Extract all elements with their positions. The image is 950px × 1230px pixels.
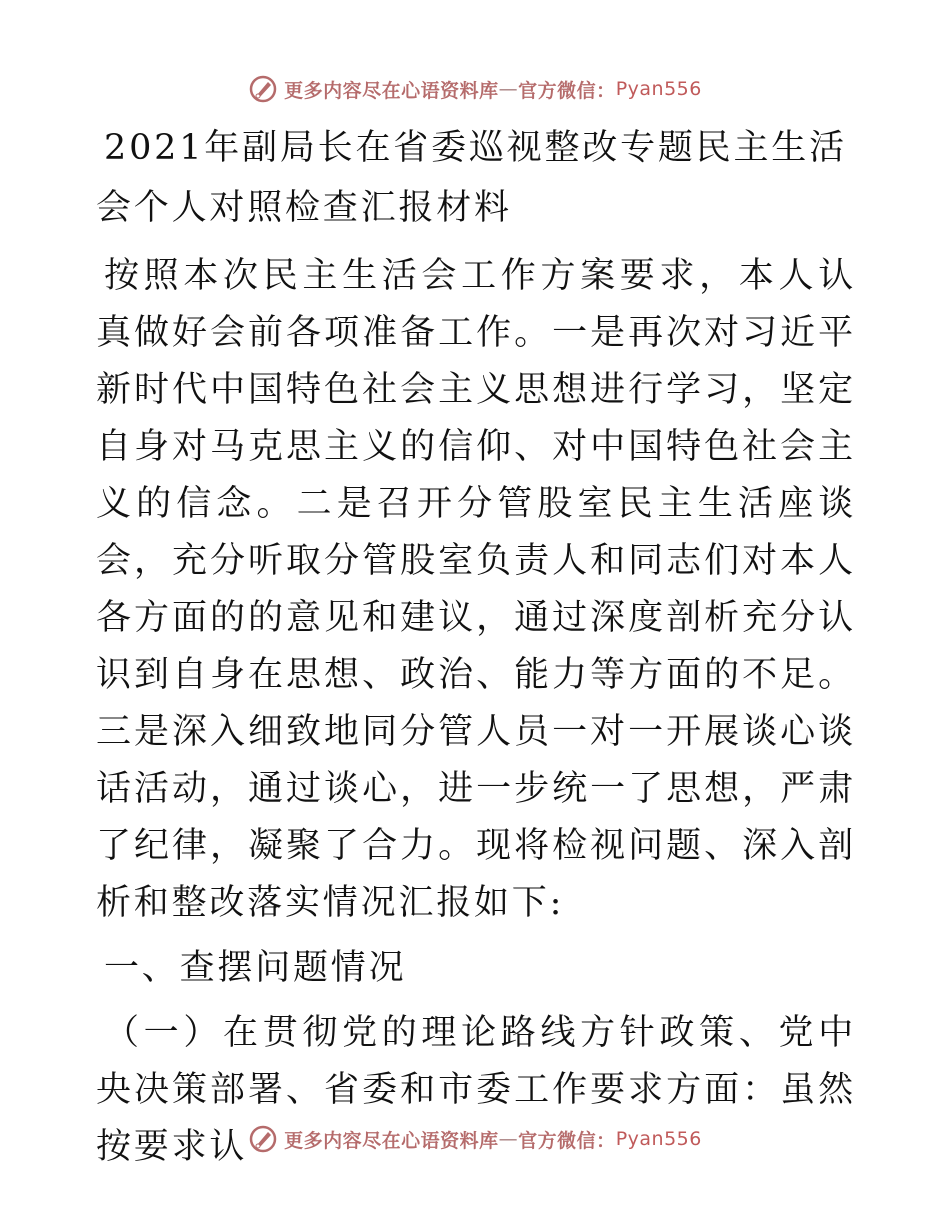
watermark-text: 更多内容尽在心语资料库 [284, 1129, 499, 1152]
watermark-wechat: 官方微信： [518, 1129, 616, 1152]
document-body [96, 118, 856, 1184]
pen-circle-logo-icon [248, 74, 278, 104]
watermark-handle: Pyan556 [615, 78, 702, 100]
watermark-dash: — [498, 1128, 519, 1150]
section-heading: 一、查摆问题情况 [104, 948, 407, 988]
document-title: 2021年副局长在省委巡视整改专题民主生活会个人对照检查汇报材料 [96, 128, 847, 228]
watermark-handle: Pyan556 [615, 1128, 702, 1150]
intro-paragraph: 按照本次民主生活会工作方案要求，本人认真做好会前各项准备工作。一是再次对习近平新时代中国特色社会主义思想进行学习，坚定自身对马克思主义的信仰、对中国特色社会主义的信念。二是召开分管股室民主生活座谈会，充分听取分管股室负责人和同志们对本人各方面的的意见和建议，通过深度剖析充分认识到自身在思想、政治、能力等方面的不足。三是深入细致地同分管人员一对一开展谈心谈话活动，通过谈心，进一步统一了思想，严肃了纪律，凝聚了合力。现将检视问题、深入剖析和整改落实情况汇报如下: [96, 256, 856, 923]
watermark-footer [0, 1124, 950, 1154]
watermark-dash: — [498, 78, 519, 100]
watermark-wechat: 官方微信： [518, 79, 616, 102]
watermark-header [0, 74, 950, 104]
subsection-paragraph: （一）在贯彻党的理论路线方针政策、党中央决策部署、省委和市委工作要求方面：虽然按要求认 [96, 1013, 856, 1167]
pen-circle-logo-icon [248, 1124, 278, 1154]
watermark-text: 更多内容尽在心语资料库 [284, 79, 499, 102]
